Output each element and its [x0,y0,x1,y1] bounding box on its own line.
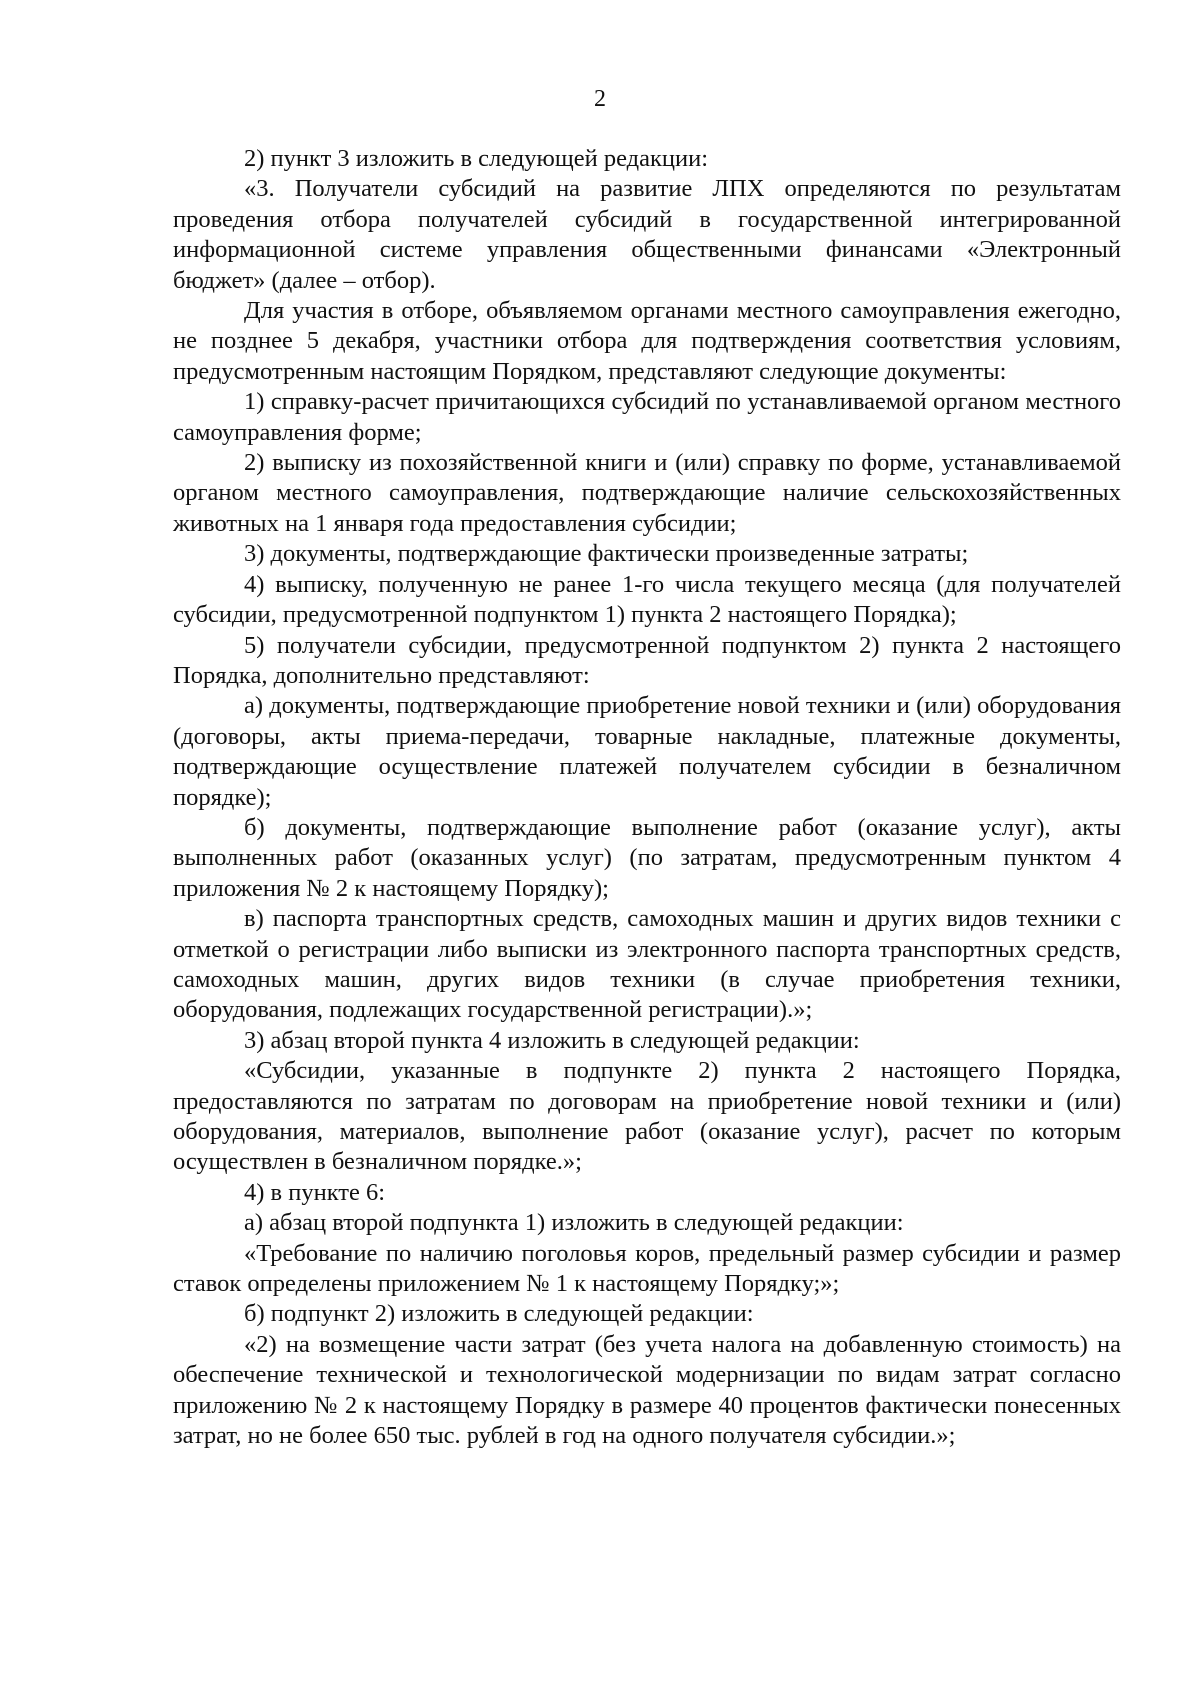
paragraph: 4) в пункте 6: [244,1178,386,1206]
paragraph: 3) абзац второй пункта 4 изложить в следующей редакции: [244,1026,860,1054]
document-body [173,144,1121,1451]
paragraph: б) подпункт 2) изложить в следующей редакции: [244,1300,754,1328]
paragraph: в) паспорта транспортных средств, самоходных машин и других видов техники с отметкой о регистрации либо выписки из электронного паспорта транспортных средств, самоходных машин, других видов техники (в случае приобретения техники, оборудования, подлежащих государственной регистрации).»; [173,905,1121,1024]
paragraph: «3. Получатели субсидий на развитие ЛПХ определяются по результатам проведения отбора получателей субсидий в государственной интегрированной информационной системе управления общественными финансами «Электронный бюджет» (далее – отбор). [173,175,1121,294]
paragraph: а) абзац второй подпункта 1) изложить в следующей редакции: [244,1209,904,1237]
paragraph: Для участия в отборе, объявляемом органами местного самоуправления ежегодно, не позднее 5 декабря, участники отбора для подтверждения соответствия условиям, предусмотренным настоящим Порядком, представляют следующие документы: [173,297,1121,385]
paragraph: 5) получатели субсидии, предусмотренной подпунктом 2) пункта 2 настоящего Порядка, дополнительно представляют: [173,631,1121,689]
paragraph: 4) выписку, полученную не ранее 1-го числа текущего месяца (для получателей субсидии, предусмотренной подпунктом 1) пункта 2 настоящего Порядка); [173,570,1121,629]
paragraph: «Субсидии, указанные в подпункте 2) пункта 2 настоящего Порядка, предоставляются по затратам по договорам на приобретение новой техники и (или) оборудования, материалов, выполнение работ (оказание услуг), расчет по которым осуществлен в безналичном порядке.»; [173,1057,1121,1176]
paragraph: 3) документы, подтверждающие фактически произведенные затраты; [244,540,969,568]
paragraph: 2) пункт 3 изложить в следующей редакции: [244,145,709,172]
paragraph: б) документы, подтверждающие выполнение работ (оказание услуг), акты выполненных работ (оказанных услуг) (по затратам, предусмотренным пунктом 4 приложения № 2 к настоящему Порядку); [173,813,1121,902]
paragraph: «Требование по наличию поголовья коров, предельный размер субсидии и размер ставок определены приложением № 1 к настоящему Порядку;»; [173,1239,1121,1298]
page-number: 2 [594,86,606,112]
paragraph: а) документы, подтверждающие приобретение новой техники и (или) оборудования (договоры, акты приема-передачи, товарные накладные, платежные документы, подтверждающие осуществление платежей получателем субсидии в безналичном порядке); [173,692,1121,811]
paragraph: 2) выписку из похозяйственной книги и (или) справку по форме, устанавливаемой органом местного самоуправления, подтверждающие наличие сельскохозяйственных животных на 1 января года предоставления субсидии; [173,449,1121,537]
paragraph: 1) справку-расчет причитающихся субсидий по устанавливаемой органом местного самоуправления форме; [173,388,1121,446]
paragraph: «2) на возмещение части затрат (без учета налога на добавленную стоимость) на обеспечение технической и технологической модернизации по видам затрат согласно приложению № 2 к настоящему Порядку в размере 40 процентов фактически понесенных затрат, но не более 650 тыс. рублей в год на одного получателя субсидии.»; [173,1330,1121,1450]
